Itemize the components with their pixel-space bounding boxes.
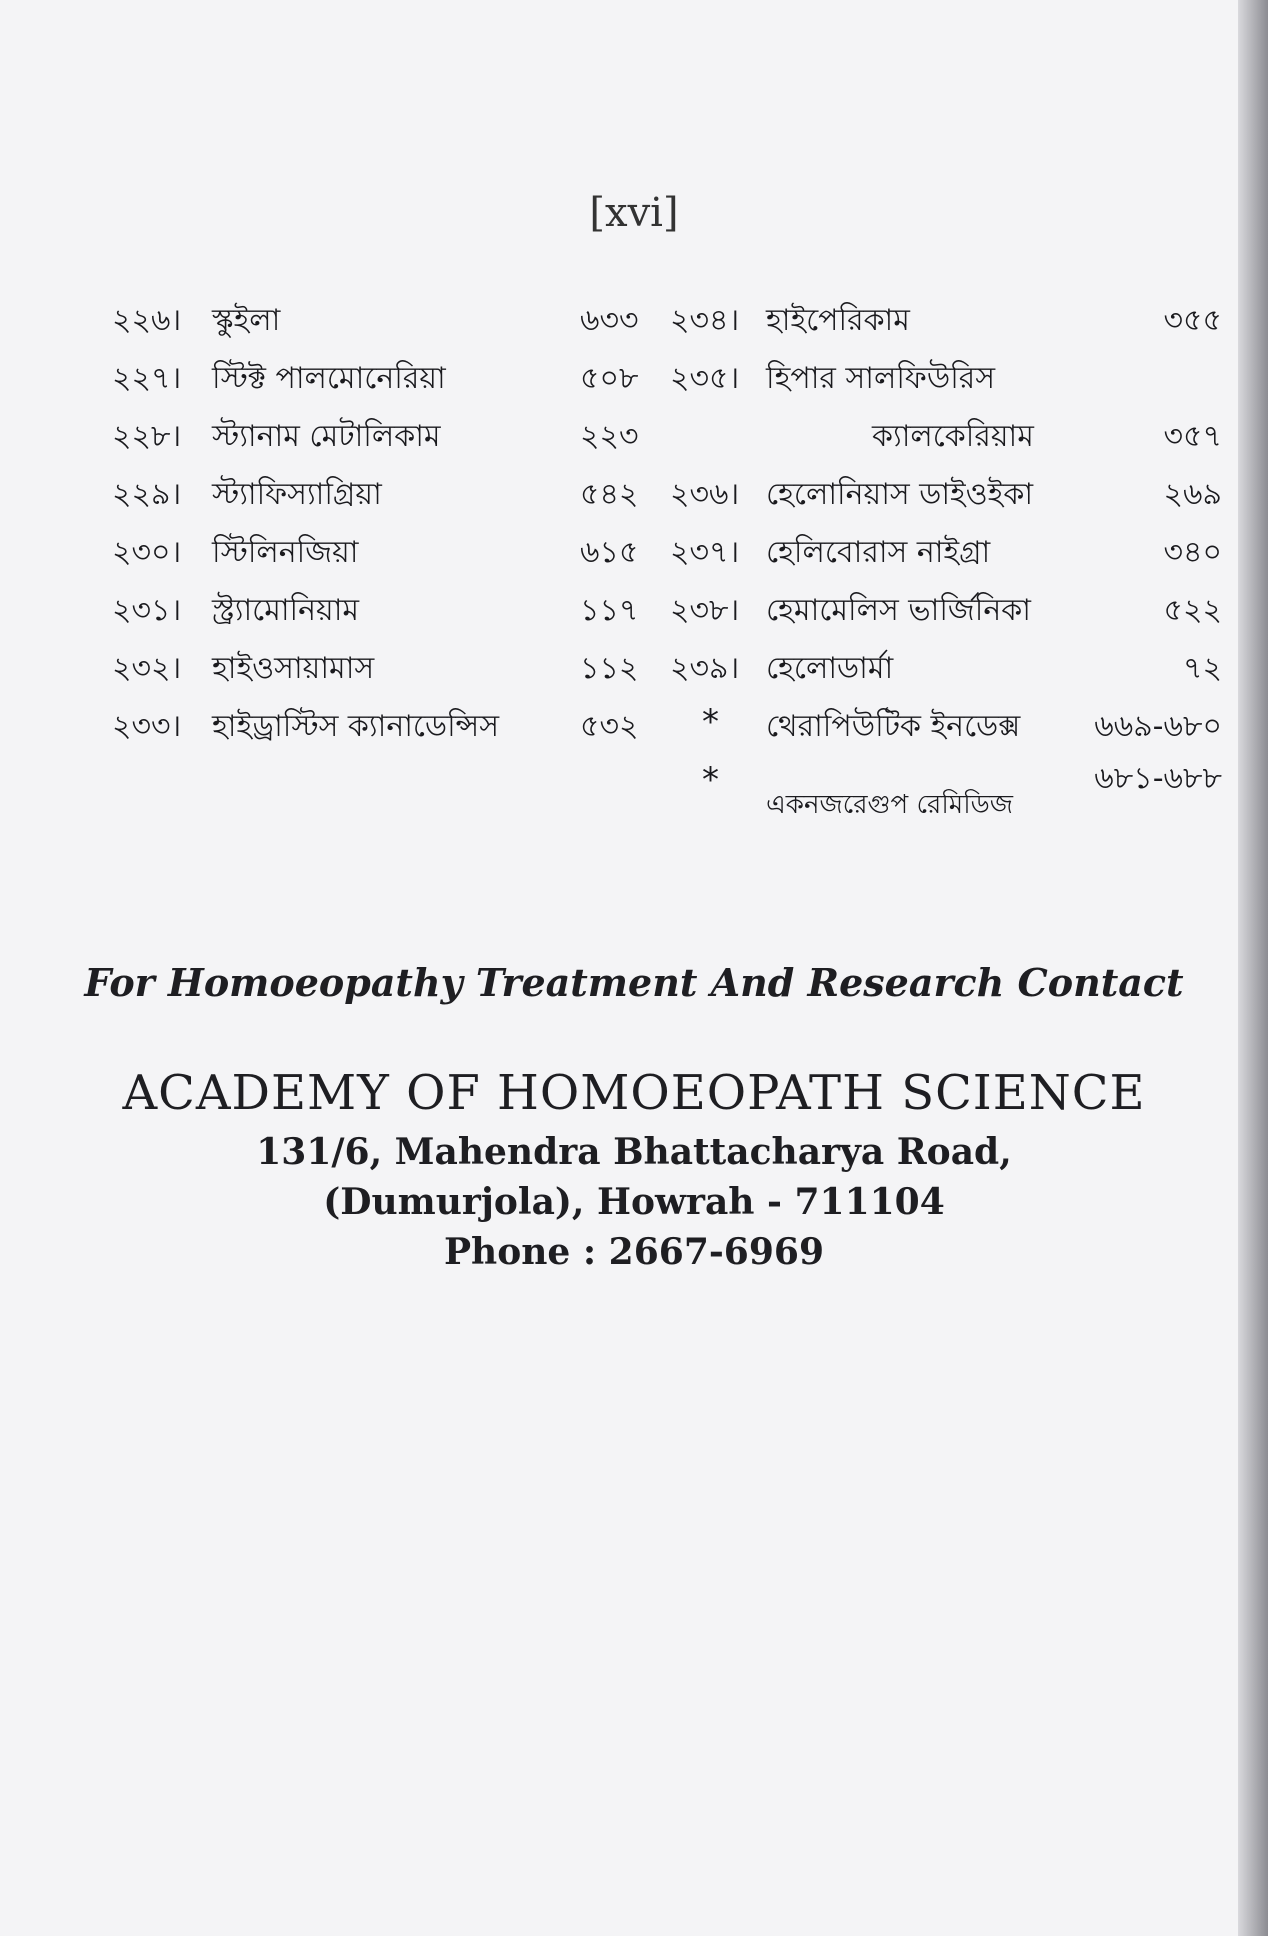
left-entry-name: স্টিলিনজিয়া bbox=[212, 535, 359, 570]
right-entry-number: ২৩৪। bbox=[670, 303, 740, 338]
right-entry-name: হেলিবোরাস নাইগ্রা bbox=[766, 535, 991, 570]
left-entry-page: ৫০৮ bbox=[580, 361, 639, 396]
left-entry-name: হাইওসায়ামাস bbox=[212, 651, 375, 686]
right-entry-name: হেমামেলিস ভার্জিনিকা bbox=[766, 593, 1031, 628]
right-entry-name: হিপার সালফিউরিস bbox=[766, 361, 996, 396]
asterisk-marker: * bbox=[702, 702, 719, 742]
left-entry-name: স্কুইলা bbox=[212, 303, 281, 338]
right-entry-number: ২৩৭। bbox=[670, 535, 740, 570]
right-entry-number: ২৩৮। bbox=[670, 593, 740, 628]
right-entry-name: একনজরেগুপ রেমিডিজ bbox=[766, 790, 1014, 820]
right-entry-number: ২৩৬। bbox=[670, 477, 740, 512]
index-row bbox=[112, 296, 1222, 354]
right-entry-page: ৩৪০ bbox=[1163, 535, 1222, 570]
right-entry-page: ৭২ bbox=[1182, 651, 1222, 686]
phone-number: Phone : 2667-6969 bbox=[443, 1231, 825, 1273]
right-entry-number: ২৩৯। bbox=[670, 651, 740, 686]
right-entry-page: ৩৫৭ bbox=[1163, 419, 1222, 454]
right-entry-name-continuation: ক্যালকেরিয়াম bbox=[872, 419, 1034, 454]
left-entry-name: স্টিক্ট পালমোনেরিয়া bbox=[212, 361, 446, 396]
left-entry-name: স্ট্যানাম মেটালিকাম bbox=[212, 419, 441, 454]
right-entry-number: ২৩৫। bbox=[670, 361, 740, 396]
address-line-2: (Dumurjola), Howrah - 711104 bbox=[323, 1181, 945, 1223]
index-row bbox=[112, 702, 1222, 760]
left-entry-name: হাইড্রাস্টিস ক্যানাডেন্সিস bbox=[212, 709, 500, 744]
left-entry-page: ৬৩৩ bbox=[580, 303, 639, 338]
right-entry-page: ৬৮১-৬৮৮ bbox=[1094, 761, 1222, 796]
contact-block bbox=[0, 960, 1268, 1281]
index-row bbox=[112, 586, 1222, 644]
left-entry-page: ৫৩২ bbox=[580, 709, 639, 744]
index-row bbox=[112, 644, 1222, 702]
right-entry-page: ৬৬৯-৬৮০ bbox=[1094, 709, 1222, 744]
left-entry-number: ২২৮। bbox=[112, 419, 182, 454]
left-entry-name: স্ট্যাফিস্যাগ্রিয়া bbox=[212, 477, 382, 512]
organization-name: ACADEMY OF HOMOEOPATH SCIENCE bbox=[122, 1065, 1146, 1121]
index-row bbox=[112, 412, 1222, 470]
index-row bbox=[112, 354, 1222, 412]
left-entry-page: ৬১৫ bbox=[580, 535, 639, 570]
left-entry-page: ১১২ bbox=[580, 651, 639, 686]
left-entry-number: ২৩০। bbox=[112, 535, 182, 570]
right-entry-name: থেরাপিউটিক ইনডেক্স bbox=[766, 709, 1021, 744]
right-entry-name: হেলোনিয়াস ডাইওইকা bbox=[766, 477, 1034, 512]
left-entry-page: ১১৭ bbox=[580, 593, 639, 628]
left-entry-number: ২৩৩। bbox=[112, 709, 182, 744]
right-entry-page: ৫২২ bbox=[1163, 593, 1222, 628]
right-entry-page: ৩৫৫ bbox=[1163, 303, 1222, 338]
index-row bbox=[112, 470, 1222, 528]
remedy-index bbox=[112, 296, 1222, 818]
right-entry-name: হেলোডার্মা bbox=[766, 651, 894, 686]
left-entry-number: ২২৭। bbox=[112, 361, 182, 396]
left-entry-number: ২২৬। bbox=[112, 303, 182, 338]
right-entry-page: ২৬৯ bbox=[1163, 477, 1222, 512]
index-row bbox=[112, 528, 1222, 586]
left-entry-number: ২৩২। bbox=[112, 651, 182, 686]
left-entry-page: ৫৪২ bbox=[580, 477, 639, 512]
right-entry-name: হাইপেরিকাম bbox=[766, 303, 910, 338]
left-entry-name: স্ট্র্যামোনিয়াম bbox=[212, 593, 360, 628]
left-entry-number: ২২৯। bbox=[112, 477, 182, 512]
page-number: [xvi] bbox=[589, 190, 679, 236]
left-entry-number: ২৩১। bbox=[112, 593, 182, 628]
contact-heading: For Homoeopathy Treatment And Research Contact bbox=[84, 960, 1184, 1005]
index-row bbox=[112, 760, 1222, 818]
left-entry-page: ২২৩ bbox=[580, 419, 639, 454]
address-line-1: 131/6, Mahendra Bhattacharya Road, bbox=[256, 1131, 1012, 1173]
asterisk-marker: * bbox=[702, 760, 719, 800]
